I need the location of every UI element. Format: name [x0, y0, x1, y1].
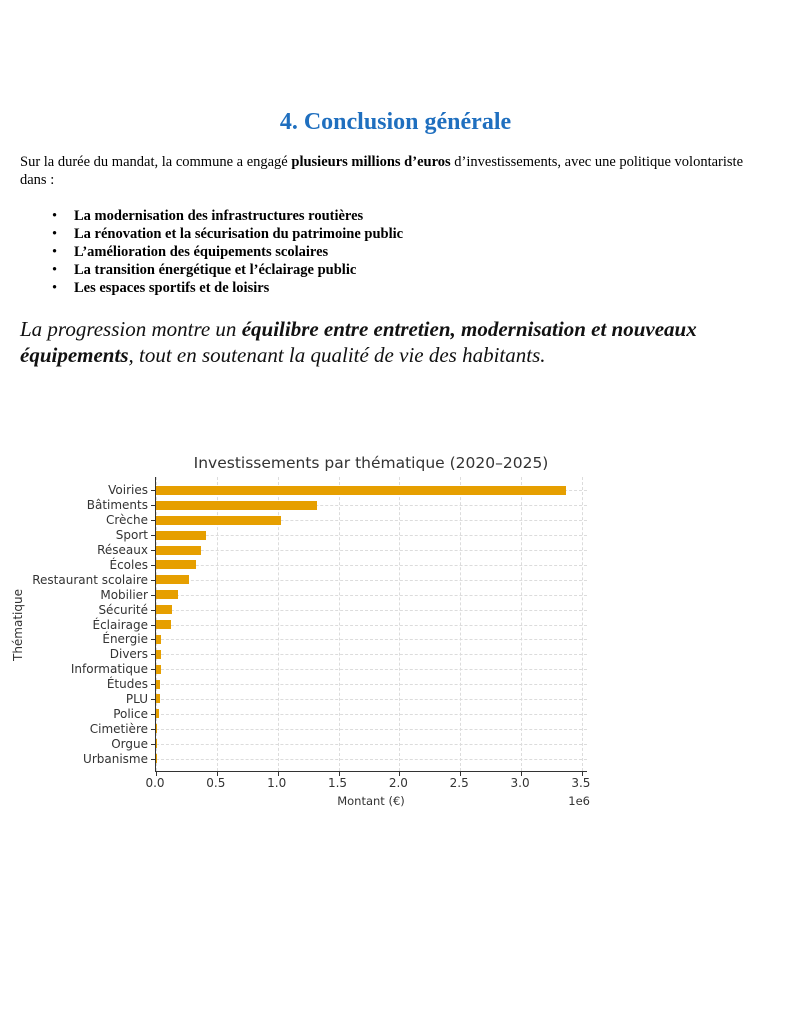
bar: [156, 560, 196, 569]
x-tick-label: 3.5: [571, 776, 591, 790]
y-tick-label: Divers: [109, 647, 148, 662]
intro-paragraph: [20, 153, 760, 189]
grid-line-horizontal: [156, 684, 587, 685]
grid-line-horizontal: [156, 535, 587, 536]
y-tick-label: Cimetière: [89, 721, 148, 736]
y-tick-label: Bâtiments: [86, 498, 148, 513]
x-tick-label: 0.5: [206, 776, 226, 790]
conclusion-text: La progression montre un: [20, 317, 242, 341]
y-tick: [151, 520, 156, 521]
bar: [156, 575, 189, 584]
y-tick: [151, 699, 156, 700]
plot-area: [155, 477, 587, 772]
bar: [156, 635, 161, 644]
grid-line-horizontal: [156, 744, 587, 745]
y-tick-label: Écoles: [109, 557, 148, 572]
bar: [156, 516, 281, 525]
y-tick-label: Réseaux: [97, 543, 148, 558]
grid-line-horizontal: [156, 639, 587, 640]
x-tick-label: 1.0: [267, 776, 287, 790]
grid-line-horizontal: [156, 654, 587, 655]
y-tick: [151, 565, 156, 566]
bullet-item: • La rénovation et la sécurisation du patrimoine public: [52, 225, 403, 243]
y-axis-label: Thématique: [11, 589, 25, 662]
y-tick: [151, 684, 156, 685]
y-tick-label: Police: [113, 706, 148, 721]
intro-text: Sur la durée du mandat, la commune a engagé: [20, 154, 292, 170]
grid-line-horizontal: [156, 565, 587, 566]
bar: [156, 620, 171, 629]
grid-line-horizontal: [156, 729, 587, 730]
y-tick-label: Urbanisme: [83, 751, 148, 766]
y-tick-label: PLU: [125, 691, 148, 706]
bar: [156, 531, 206, 540]
bullet-list: [52, 207, 403, 297]
bar: [156, 680, 160, 689]
bar: [156, 590, 178, 599]
x-tick-label: 2.5: [449, 776, 469, 790]
grid-line-horizontal: [156, 595, 587, 596]
y-tick: [151, 595, 156, 596]
x-axis-offset-label: 1e6: [568, 794, 590, 808]
bullet-item: • La modernisation des infrastructures routières: [52, 207, 403, 225]
y-tick: [151, 669, 156, 670]
y-tick: [151, 610, 156, 611]
bar-chart: [0, 448, 620, 828]
grid-line-horizontal: [156, 580, 587, 581]
grid-line-horizontal: [156, 625, 587, 626]
conclusion-bold-text: équilibre entre entretien, modernisation et nouveaux équipements: [20, 317, 697, 367]
bar: [156, 754, 157, 763]
y-tick: [151, 759, 156, 760]
intro-bold-text: plusieurs millions d’euros: [291, 154, 451, 170]
bullet-item: • La transition énergétique et l’éclairage public: [52, 261, 403, 279]
x-tick-label: 3.0: [510, 776, 530, 790]
x-axis-label: Montant (€): [337, 794, 405, 808]
intro-text-end: d’investissements, avec une politique volontariste dans :: [20, 154, 744, 188]
bar: [156, 501, 317, 510]
y-tick: [151, 535, 156, 536]
y-tick: [151, 729, 156, 730]
grid-line-horizontal: [156, 550, 587, 551]
bar: [156, 709, 159, 718]
grid-line-horizontal: [156, 714, 587, 715]
conclusion-text-end: , tout en soutenant la qualité de vie des habitants.: [128, 343, 546, 367]
chart-title: Investissements par thématique (2020–2025): [193, 454, 549, 472]
y-tick-label: Voiries: [108, 483, 148, 498]
bar: [156, 724, 157, 733]
grid-line-horizontal: [156, 669, 587, 670]
bar: [156, 739, 157, 748]
y-tick: [151, 639, 156, 640]
x-tick-label: 0.0: [145, 776, 165, 790]
y-tick-label: Orgue: [111, 736, 148, 751]
bar: [156, 694, 160, 703]
y-tick: [151, 580, 156, 581]
bar: [156, 605, 172, 614]
bullet-item: • L’amélioration des équipements scolaires: [52, 243, 403, 261]
y-tick-label: Études: [106, 677, 148, 692]
y-tick: [151, 625, 156, 626]
y-tick: [151, 550, 156, 551]
bar: [156, 546, 201, 555]
y-tick: [151, 505, 156, 506]
grid-line-horizontal: [156, 610, 587, 611]
bar: [156, 665, 161, 674]
x-tick-label: 1.5: [327, 776, 348, 790]
conclusion-paragraph: [20, 316, 760, 368]
bar: [156, 486, 566, 495]
y-tick: [151, 490, 156, 491]
y-tick: [151, 744, 156, 745]
y-tick-label: Énergie: [102, 632, 148, 647]
bullet-item: • Les espaces sportifs et de loisirs: [52, 279, 403, 297]
y-tick-label: Sport: [115, 528, 148, 543]
x-tick-label: 2.0: [388, 776, 408, 790]
y-tick-label: Crèche: [105, 513, 148, 528]
grid-line-horizontal: [156, 759, 587, 760]
y-tick-label: Mobilier: [100, 587, 148, 602]
y-tick: [151, 714, 156, 715]
y-tick-label: Sécurité: [98, 602, 148, 617]
bar: [156, 650, 161, 659]
y-tick-label: Informatique: [70, 662, 148, 677]
y-tick-label: Restaurant scolaire: [32, 572, 148, 587]
y-tick-label: Éclairage: [92, 617, 148, 632]
section-heading: 4. Conclusion générale: [279, 109, 512, 135]
y-tick: [151, 654, 156, 655]
grid-line-horizontal: [156, 699, 587, 700]
